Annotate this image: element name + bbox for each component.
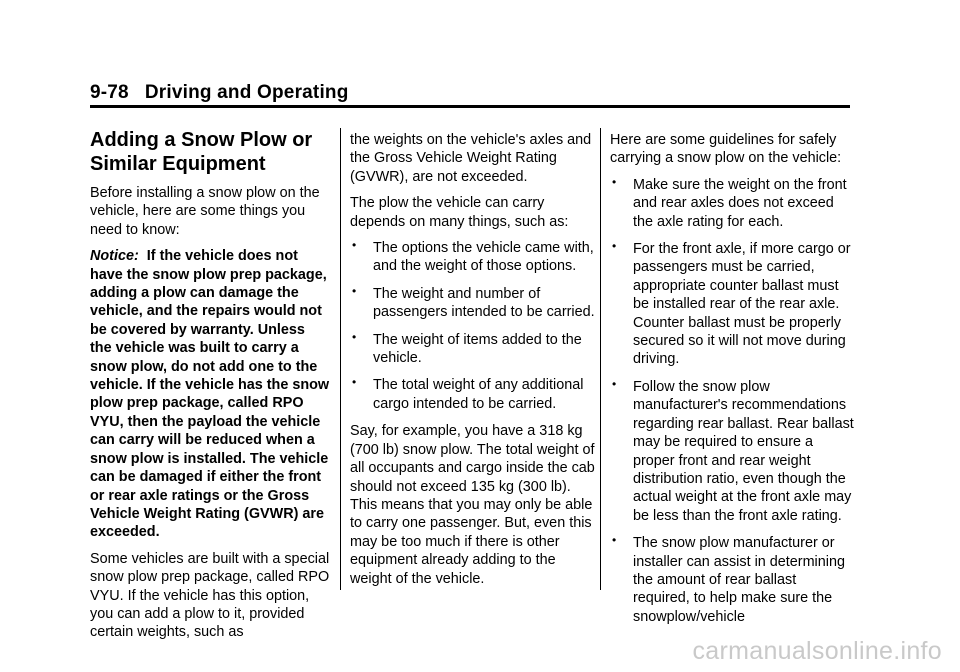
list-item <box>350 285 595 322</box>
list-item <box>610 176 855 231</box>
list-item <box>610 378 855 525</box>
guidelines-list <box>610 176 855 626</box>
continued-paragraph: the weights on the vehicle's axles and the Gross Vehicle Weight Rating (GVWR), are not exceeded. <box>350 132 592 185</box>
bullet-icon: • <box>612 376 617 391</box>
notice-text: If the vehicle does not have the snow plow prep package, adding a plow can damage the vehicle, and the repairs would not be covered by warranty. Unless the vehicle was built to carry a snow plow, do not add one to the vehicle. If the vehicle has the snow plow prep package, called RPO VYU, then the payload the vehicle can carry will be reduced when a snow plow is installed. The vehicle can be damaged if either the front or rear axle ratings or the Gross Vehicle Weight Rating (GVWR) are exceeded. <box>90 248 330 541</box>
bullet-icon: • <box>352 375 357 390</box>
capacity-factors-list <box>350 239 595 413</box>
notice-paragraph <box>90 247 330 542</box>
list-item-text: The weight and number of passengers intended to be carried. <box>373 285 595 321</box>
example-paragraph: Say, for example, you have a 318 kg (700 lb) snow plow. The total weight of all occupants and cargo inside the cab should not exceed 135 kg (300 lb). This means that you may only be able to carry one passenger. But, even this may be too much if there is other equipment already adding to the weight of the vehicle. <box>350 423 595 587</box>
list-item-text: For the front axle, if more cargo or passengers must be carried, appropriate counter ballast must be installed rear of the rear axle. Counter ballast must be properly secured so it will not move during driving. <box>633 241 851 368</box>
list-item-text: The total weight of any additional cargo intended to be carried. <box>373 377 584 412</box>
list-item-text: The snow plow manufacturer or installer can assist in determining the amount of rear ballast required, to help make sure the snowplow/vehicle <box>633 535 845 625</box>
plow-capacity-lead: The plow the vehicle can carry depends on many things, such as: <box>350 195 569 230</box>
bullet-icon: • <box>352 329 357 344</box>
list-item <box>350 331 595 368</box>
column-divider-2 <box>600 128 601 590</box>
watermark: carmanualsonline.info <box>692 637 942 665</box>
list-item <box>610 534 855 626</box>
page-number: 9-78 <box>90 82 129 103</box>
intro-paragraph: Before installing a snow plow on the vehicle, here are some things you need to know: <box>90 185 320 238</box>
guidelines-lead: Here are some guidelines for safely carrying a snow plow on the vehicle: <box>610 132 842 167</box>
bullet-icon: • <box>612 533 617 548</box>
prep-package-paragraph: Some vehicles are built with a special snow plow prep package, called RPO VYU. If the vehicle has this option, you can add a plow to it, provided certain weights, such as <box>90 550 330 641</box>
page-header <box>90 82 349 104</box>
list-item-text: Make sure the weight on the front and rear axles does not exceed the axle rating for each. <box>633 176 847 230</box>
bullet-icon: • <box>352 283 357 298</box>
bullet-icon: • <box>612 174 617 189</box>
notice-label: Notice: <box>90 248 139 265</box>
list-item-text: The options the vehicle came with, and the weight of those options. <box>373 240 594 275</box>
bullet-icon: • <box>352 238 357 253</box>
column-divider-1 <box>340 128 341 590</box>
column-3 <box>610 128 855 635</box>
section-title: Driving and Operating <box>144 82 349 103</box>
list-item <box>610 240 855 369</box>
list-item <box>350 376 595 413</box>
list-item <box>350 239 595 276</box>
column-1 <box>90 128 330 650</box>
bullet-icon: • <box>612 239 617 254</box>
header-rule <box>90 105 850 108</box>
column-2 <box>350 128 595 596</box>
section-heading: Adding a Snow Plow or Similar Equipment <box>90 129 313 175</box>
list-item-text: Follow the snow plow manufacturer's recommendations regarding rear ballast. Rear ballast may be required to ensure a proper front and rear weight distribution ratio, even though the actual weight at the front axle may be less than the front axle rating. <box>633 378 854 524</box>
list-item-text: The weight of items added to the vehicle. <box>373 331 582 367</box>
